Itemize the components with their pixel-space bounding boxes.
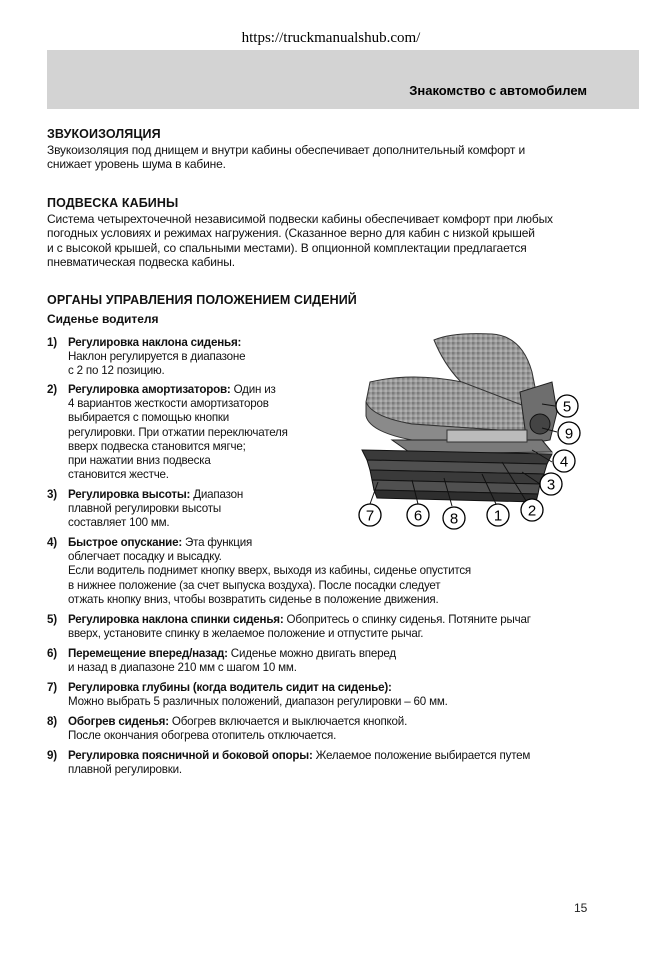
item-number: 4) [47,536,57,549]
callout-8-label: 8 [449,510,459,528]
list-item [47,336,347,378]
callout-3-label: 3 [546,476,556,494]
item-line: становится жестче. [68,468,169,482]
item-label: Регулировка глубины (когда водитель сидит на сиденье): [68,681,392,694]
item-line: и назад в диапазоне 210 мм с шагом 10 мм. [68,661,297,675]
item-label: Регулировка высоты: [68,488,191,501]
item-line: 4 вариантов жесткости амортизаторов [68,397,269,411]
list-item [47,647,567,675]
item-line: при нажатии вниз подвеска [68,454,211,468]
item-number: 7) [47,681,57,694]
page-number: 15 [574,901,588,915]
item-label: Регулировка амортизаторов: [68,383,231,396]
list-item [47,383,347,483]
item-line: с 2 по 12 позицию. [68,364,165,378]
item-line: регулировки. При отжатии переключателя [68,425,288,439]
item-label: Быстрое опускание: [68,536,182,549]
list-item [47,749,587,777]
item-number: 6) [47,647,57,660]
adjustment-knob [530,414,550,434]
text-line: пневматическая подвеска кабины. [47,254,235,269]
subheading-driver-seat: Сиденье водителя [47,312,159,327]
item-line: вверх, установите спинку в желаемое положение и отпустите рычаг. [68,627,424,641]
text-line: погодных условиях и режимах нагружения. (Сказанное верно для кабин с низкой крышей [47,226,535,241]
item-label: Регулировка поясничной и боковой опоры: [68,749,313,762]
item-line: облегчает посадку и высадку. [68,550,222,564]
item-number: 9) [47,749,57,762]
item-line: Если водитель поднимет кнопку вверх, выходя из кабины, сиденье опустится [68,564,472,578]
item-label: Перемещение вперед/назад: [68,647,228,660]
section-heading: ПОДВЕСКА КАБИНЫ [47,196,179,210]
item-number: 2) [47,383,57,396]
item-line: После окончания обогрева отопитель отключается. [68,729,337,743]
list-item [47,613,587,641]
item-line: вверх подвеска становится мягче; [68,439,246,453]
text-line: снижает уровень шума в кабине. [47,157,226,172]
item-number: 1) [47,336,57,349]
item-line: составляет 100 мм. [68,516,170,530]
list-item [47,488,347,530]
section-heading: ОРГАНЫ УПРАВЛЕНИЯ ПОЛОЖЕНИЕМ СИДЕНИЙ [47,293,357,307]
section-soundproofing [47,127,607,172]
header-band [47,50,639,109]
item-number: 3) [47,488,57,501]
section-cab-suspension [47,196,607,269]
item-text: Сиденье можно двигать вперед [227,647,396,660]
item-line: плавной регулировки. [68,763,182,777]
slide-rail [447,430,527,442]
section-heading: ЗВУКОИЗОЛЯЦИЯ [47,127,161,141]
callout-5-label: 5 [562,398,572,416]
source-url[interactable]: https://truckmanualshub.com/ [241,30,421,46]
item-line: плавной регулировки высоты [68,502,221,516]
text-line: и с высокой крышей, со спальными местами). В опционной комплектации предлагается [47,240,527,255]
callout-9-label: 9 [564,425,574,443]
item-text: Желаемое положение выбирается путем [312,749,531,762]
callout-4-label: 4 [559,453,569,471]
item-line: Можно выбрать 5 различных положений, диапазон регулировки – 60 мм. [68,695,448,709]
text-line: Система четырехточечной независимой подвески кабины обеспечивает комфорт при любых [47,212,553,227]
item-text: Обопритесь о спинку сиденья. Потяните рычаг [283,613,531,626]
item-line: Наклон регулируется в диапазоне [68,350,246,364]
item-line: выбирается с помощью кнопки [68,411,230,425]
item-text: Эта функция [181,536,253,549]
callout-6-label: 6 [413,507,423,525]
list-item [47,715,567,743]
list-item [47,536,567,607]
driver-seat-illustration [352,332,592,532]
item-label: Регулировка наклона сиденья: [68,336,242,349]
section-seat-controls [47,293,607,326]
item-number: 5) [47,613,57,626]
page-header-title: Знакомство с автомобилем [409,83,587,98]
item-label: Обогрев сиденья: [68,715,169,728]
item-line: в нижнее положение (за счет выпуска воздуха). После посадки следует [68,578,441,592]
callout-1-label: 1 [493,507,503,525]
item-number: 8) [47,715,57,728]
item-label: Регулировка наклона спинки сиденья: [68,613,284,626]
callout-7-label: 7 [365,507,375,525]
list-item [47,681,567,709]
item-text: Обогрев включается и выключается кнопкой. [168,715,408,728]
text-line: Звукоизоляция под днищем и внутри кабины обеспечивает дополнительный комфорт и [47,143,526,158]
item-text: Один из [230,383,276,396]
item-text: Диапазон [190,488,244,501]
callout-2-label: 2 [527,502,537,520]
item-line: отжать кнопку вниз, чтобы возвратить сиденье в положение движения. [68,592,439,606]
